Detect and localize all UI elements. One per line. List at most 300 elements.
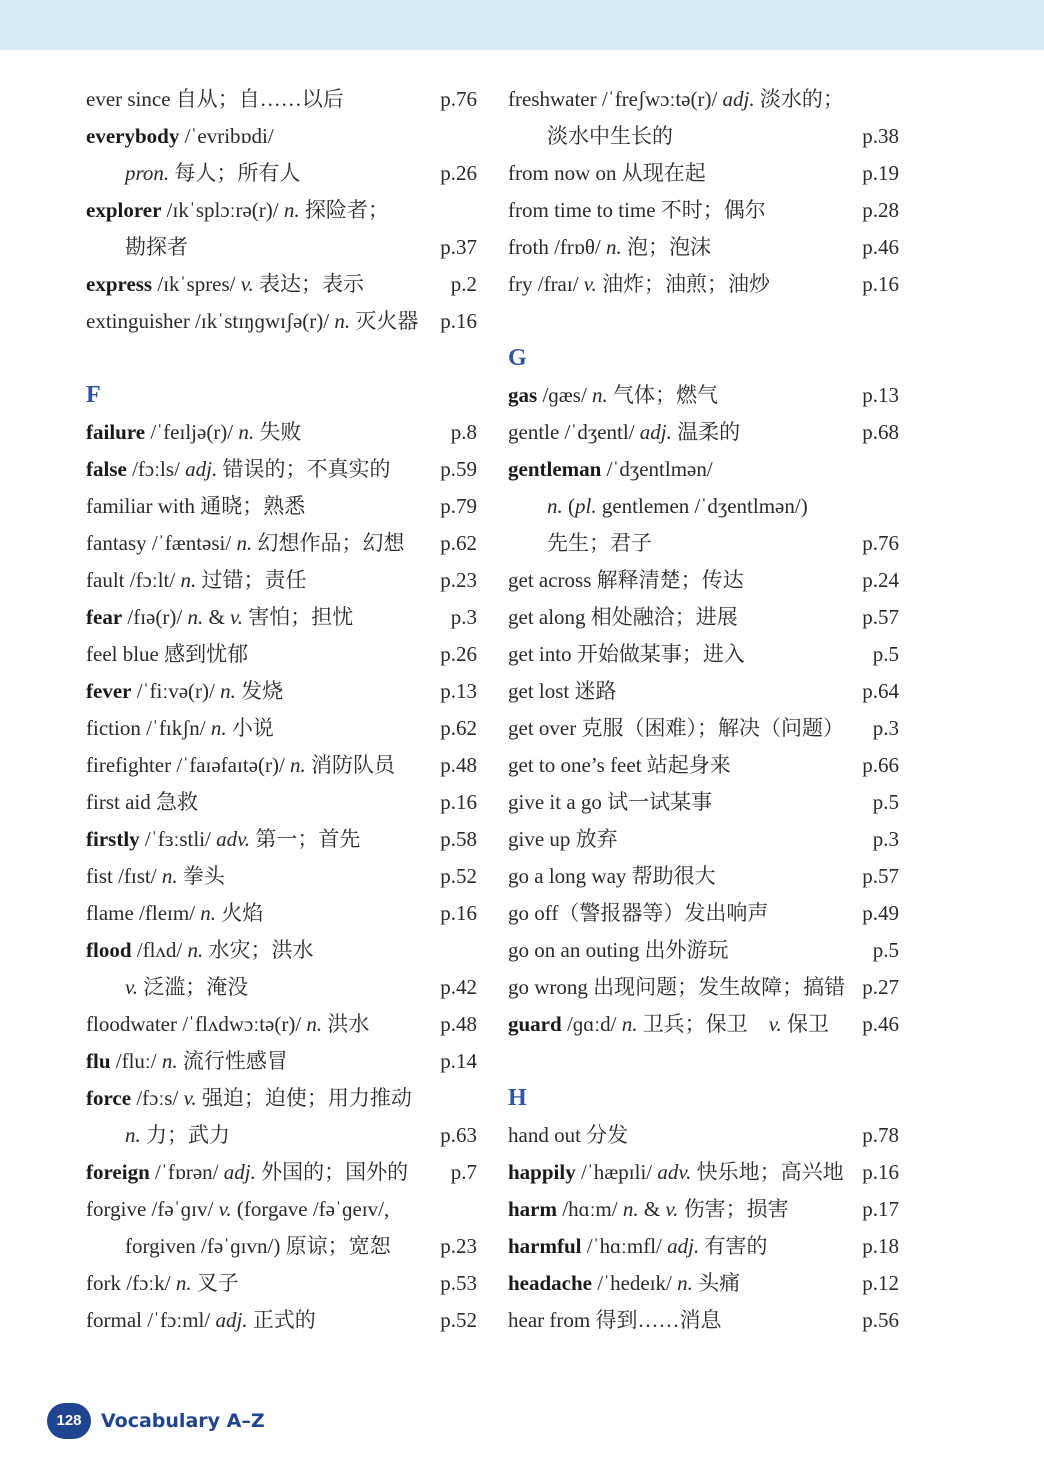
part-of-speech: adj. (639, 420, 672, 444)
entry-segment: 保卫 (781, 1012, 829, 1036)
page-reference: p.52 (440, 1308, 477, 1332)
vocab-entry (508, 377, 899, 414)
entry-segment: 伤害；损害 (678, 1197, 789, 1221)
entry-text (508, 383, 718, 407)
entry-segment: 水灾；洪水 (203, 938, 314, 962)
section-title: Vocabulary A–Z (101, 1410, 265, 1432)
vocab-entry (86, 895, 477, 932)
entry-segment: 表达；表示 (253, 272, 365, 296)
entry-text (86, 198, 389, 222)
vocab-entry (508, 1228, 899, 1265)
page-reference: p.38 (862, 124, 899, 148)
page-footer (47, 1403, 265, 1439)
part-of-speech: n. (161, 864, 178, 888)
page-reference: p.14 (440, 1049, 477, 1073)
page-reference: p.8 (450, 420, 477, 444)
headword: flood (86, 938, 132, 962)
vocab-entry (508, 673, 899, 710)
vocab-entry (86, 525, 477, 562)
entry-text (508, 642, 745, 666)
vocab-entry (508, 1006, 899, 1043)
page-reference: p.12 (862, 1271, 899, 1295)
headword: foreign (86, 1160, 150, 1184)
page-reference: p.49 (862, 901, 899, 925)
vocab-entry (508, 1191, 899, 1228)
headword: firstly (86, 827, 140, 851)
page-reference: p.78 (862, 1123, 899, 1147)
entry-text (86, 716, 274, 740)
vocab-entry (508, 784, 899, 821)
vocab-entry (508, 1117, 899, 1154)
entry-text (508, 1234, 767, 1258)
entry-segment: 淡水的； (754, 87, 844, 111)
page-reference: p.16 (440, 790, 477, 814)
entry-segment: hear from 得到……消息 (508, 1308, 722, 1332)
vocab-entry (86, 1191, 477, 1228)
vocab-entry (86, 1228, 477, 1265)
page-reference: p.16 (440, 901, 477, 925)
vocab-column-left (86, 81, 477, 1339)
vocab-entry (86, 784, 477, 821)
entry-segment: 消防队员 (305, 753, 396, 777)
headword: failure (86, 420, 146, 444)
entry-segment: familiar with 通晓；熟悉 (86, 494, 306, 518)
entry-segment: 小说 (226, 716, 274, 740)
part-of-speech: pron. (125, 161, 170, 185)
vocab-entry (508, 1154, 899, 1191)
vocab-entry (508, 155, 899, 192)
entry-segment: formal /ˈfɔːml/ (86, 1308, 216, 1332)
letter-heading: F (86, 382, 101, 408)
entry-text (508, 124, 673, 148)
section-spacer (86, 340, 477, 377)
vocab-entry (86, 1117, 477, 1154)
vocab-entry (508, 266, 899, 303)
part-of-speech: n. (238, 420, 255, 444)
page-reference: p.57 (862, 864, 899, 888)
part-of-speech: n. (622, 1197, 639, 1221)
page-reference: p.16 (862, 1160, 899, 1184)
entry-segment: 力；武力 (140, 1123, 230, 1147)
vocab-entry (508, 81, 899, 118)
headword: gentleman (508, 457, 602, 481)
vocab-entry (508, 1302, 899, 1339)
part-of-speech: v. (768, 1012, 782, 1036)
page-reference: p.57 (862, 605, 899, 629)
vocab-entry (86, 1265, 477, 1302)
entry-segment: 幻想作品；幻想 (252, 531, 405, 555)
entry-text (86, 1234, 391, 1258)
entry-text (508, 531, 652, 555)
entry-segment: 过错；责任 (196, 568, 307, 592)
entry-segment: first aid 急救 (86, 790, 198, 814)
page-reference: p.13 (440, 679, 477, 703)
part-of-speech: n. (290, 753, 306, 777)
page-reference: p.16 (862, 272, 899, 296)
entry-segment: 探险者； (299, 198, 389, 222)
vocab-entry (508, 969, 899, 1006)
entry-segment: 有害的 (699, 1234, 768, 1258)
entry-segment: freshwater /ˈfreʃwɔːtə(r)/ (508, 87, 723, 111)
entry-segment: /fɔːls/ (126, 457, 186, 481)
vocab-entry (86, 599, 477, 636)
entry-segment: get into 开始做某事；进入 (508, 642, 745, 666)
entry-segment: 火焰 (216, 901, 264, 925)
entry-segment: get to one’s feet 站起身来 (508, 753, 731, 777)
entry-text (86, 679, 283, 703)
page-reference: p.3 (450, 605, 477, 629)
section-spacer (508, 1043, 899, 1080)
entry-segment: hand out 分发 (508, 1123, 629, 1147)
entry-text (86, 1197, 389, 1221)
entry-segment: get across 解释清楚；传达 (508, 568, 744, 592)
page-reference: p.76 (862, 531, 899, 555)
entry-segment: forgiven /fəˈɡɪvn/) 原谅；宽恕 (125, 1234, 391, 1258)
page-reference: p.42 (440, 975, 477, 999)
vocab-entry (508, 488, 899, 525)
page-reference: p.37 (440, 235, 477, 259)
entry-text (86, 1271, 239, 1295)
headword: fever (86, 679, 132, 703)
part-of-speech: n. (236, 531, 253, 555)
vocab-entry (86, 636, 477, 673)
entry-text (508, 901, 768, 925)
entry-segment: 外国的；国外的 (255, 1160, 409, 1184)
entry-text (86, 1160, 408, 1184)
entry-text (86, 642, 248, 666)
entry-segment: 流行性感冒 (177, 1049, 288, 1073)
part-of-speech: adv. (657, 1160, 692, 1184)
page-reference: p.27 (862, 975, 899, 999)
entry-segment: /ɪkˈsplɔːrə(r)/ (161, 198, 284, 222)
entry-text (508, 1160, 844, 1184)
vocab-entry (508, 821, 899, 858)
entry-segment: gentle /ˈdʒentl/ (508, 420, 640, 444)
entry-segment: 气体；燃气 (607, 383, 719, 407)
page-reference: p.52 (440, 864, 477, 888)
vocab-entry (86, 710, 477, 747)
vocab-entry (508, 525, 899, 562)
headword: force (86, 1086, 132, 1110)
entry-segment: go off（警报器等）发出响声 (508, 901, 769, 925)
entry-segment: feel blue 感到忧郁 (86, 642, 249, 666)
part-of-speech: adj. (667, 1234, 700, 1258)
part-of-speech: adj. (185, 457, 218, 481)
vocab-column-right (508, 81, 899, 1339)
entry-segment: 快乐地；高兴地 (691, 1160, 844, 1184)
entry-text (86, 790, 198, 814)
entry-text (508, 161, 706, 185)
vocab-entry (86, 488, 477, 525)
headword: flu (86, 1049, 111, 1073)
entry-segment: get along 相处融洽；进展 (508, 605, 738, 629)
vocab-entry (86, 673, 477, 710)
page-reference: p.3 (872, 827, 899, 851)
headword: everybody (86, 124, 180, 148)
vocab-entry (86, 1302, 477, 1339)
entry-text (508, 457, 713, 481)
vocab-entry (508, 414, 899, 451)
vocab-entry (86, 1043, 477, 1080)
vocab-entry (508, 451, 899, 488)
page-reference: p.5 (872, 790, 899, 814)
vocab-entry (86, 192, 477, 229)
page-reference: p.46 (862, 235, 899, 259)
entry-text (86, 605, 353, 629)
vocab-entry (86, 747, 477, 784)
entry-text (508, 235, 711, 259)
entry-text (508, 1271, 740, 1295)
part-of-speech: n. (175, 1271, 192, 1295)
entry-text (508, 198, 766, 222)
entry-segment: 泡；泡沫 (621, 235, 712, 259)
entry-segment: (forgave /fəˈɡeɪv/, (231, 1197, 390, 1221)
part-of-speech: n. (283, 198, 300, 222)
page-reference: p.64 (862, 679, 899, 703)
part-of-speech: n. (161, 1049, 178, 1073)
part-of-speech: n. (606, 235, 622, 259)
page-reference: p.66 (862, 753, 899, 777)
entry-segment: floodwater /ˈflʌdwɔːtə(r)/ (86, 1012, 307, 1036)
entry-segment: ever since 自从；自……以后 (86, 87, 344, 111)
entry-segment: /ˈdʒentlmən/ (601, 457, 713, 481)
part-of-speech: n. (125, 1123, 141, 1147)
entry-segment: 正式的 (247, 1308, 316, 1332)
entry-segment: /ɡæs/ (537, 383, 593, 407)
part-of-speech: v. (218, 1197, 232, 1221)
entry-segment: 泛滥；淹没 (138, 975, 249, 999)
entry-segment: /ˈevribɒdi/ (179, 124, 274, 148)
entry-segment: /ɡɑːd/ (561, 1012, 622, 1036)
entry-segment: get over 克服（困难）；解决（问题） (508, 716, 844, 740)
entry-segment: 灭火器 (350, 309, 419, 333)
entry-segment: go a long way 帮助很大 (508, 864, 716, 888)
headword: guard (508, 1012, 562, 1036)
entry-text (508, 790, 712, 814)
entry-segment: /hɑːm/ (557, 1197, 623, 1221)
entry-text (508, 1012, 829, 1036)
vocab-entry (86, 1080, 477, 1117)
vocab-entry (508, 858, 899, 895)
part-of-speech: n. (306, 1012, 323, 1036)
entry-text (86, 1049, 288, 1073)
headword: false (86, 457, 127, 481)
entry-segment: 温柔的 (671, 420, 741, 444)
page-reference: p.5 (872, 642, 899, 666)
part-of-speech: n. (677, 1271, 693, 1295)
page-reference: p.13 (862, 383, 899, 407)
entry-segment: give it a go 试一试某事 (508, 790, 713, 814)
entry-text (508, 568, 744, 592)
entry-segment: /flʌd/ (131, 938, 188, 962)
entry-text (86, 420, 301, 444)
vocab-entry (86, 451, 477, 488)
vocab-entry (508, 710, 899, 747)
entry-segment: 淡水中生长的 (547, 124, 673, 148)
page-reference: p.68 (862, 420, 899, 444)
vocab-entry (86, 414, 477, 451)
page-reference: p.58 (440, 827, 477, 851)
entry-segment: from now on 从现在起 (508, 161, 706, 185)
page-reference: p.7 (450, 1160, 477, 1184)
entry-text (86, 1123, 230, 1147)
entry-segment: fault /fɔːlt/ (86, 568, 181, 592)
entry-segment: flame /fleɪm/ (86, 901, 201, 925)
page-reference: p.23 (440, 568, 477, 592)
entry-text (508, 679, 617, 703)
entry-segment: gentlemen /ˈdʒentlmən/) (596, 494, 808, 518)
headword: express (86, 272, 153, 296)
page-reference: p.62 (440, 716, 477, 740)
entry-text (508, 864, 716, 888)
part-of-speech: v. (230, 605, 244, 629)
entry-segment: fantasy /ˈfæntəsi/ (86, 531, 237, 555)
entry-segment: 发烧 (235, 679, 284, 703)
entry-segment: go on an outing 出外游玩 (508, 938, 729, 962)
part-of-speech: n. (592, 383, 608, 407)
entry-segment: 勘探者 (125, 235, 188, 259)
entry-segment: /fɔːs/ (131, 1086, 184, 1110)
entry-segment: 害怕；担忧 (243, 605, 354, 629)
entry-segment: get lost 迷路 (508, 679, 617, 703)
vocab-entry (86, 821, 477, 858)
entry-segment: 叉子 (191, 1271, 239, 1295)
vocab-entry (86, 155, 477, 192)
page-reference: p.53 (440, 1271, 477, 1295)
part-of-speech: v. (665, 1197, 679, 1221)
page-reference: p.24 (862, 568, 899, 592)
headword: harm (508, 1197, 557, 1221)
entry-segment: from time to time 不时；偶尔 (508, 198, 766, 222)
letter-heading: G (508, 345, 527, 371)
vocab-entry (86, 932, 477, 969)
entry-segment: froth /frɒθ/ (508, 235, 607, 259)
entry-segment: 错误的；不真实的 (217, 457, 391, 481)
page-reference: p.26 (440, 161, 477, 185)
header-band (0, 0, 1044, 50)
entry-text (86, 827, 360, 851)
vocab-entry (508, 599, 899, 636)
vocab-entry (508, 562, 899, 599)
entry-segment: /ˈfeɪljə(r)/ (145, 420, 239, 444)
entry-segment: /ˈfɜːstli/ (139, 827, 217, 851)
entry-text (86, 938, 314, 962)
entry-segment: 卫兵；保卫 (637, 1012, 769, 1036)
part-of-speech: adj. (215, 1308, 248, 1332)
entry-text (86, 87, 344, 111)
page-reference: p.18 (862, 1234, 899, 1258)
part-of-speech: n. (180, 568, 197, 592)
entry-segment: /ˈfɒrən/ (149, 1160, 224, 1184)
entry-text (508, 605, 738, 629)
vocab-entry (86, 562, 477, 599)
part-of-speech: pl. (575, 494, 597, 518)
entry-text (86, 494, 305, 518)
entry-segment: 先生；君子 (547, 531, 652, 555)
page-reference: p.76 (440, 87, 477, 111)
entry-text (86, 901, 263, 925)
part-of-speech: adj. (722, 87, 755, 111)
headword: headache (508, 1271, 592, 1295)
part-of-speech: n. (334, 309, 351, 333)
page-reference: p.5 (872, 938, 899, 962)
page-reference: p.62 (440, 531, 477, 555)
entry-segment: go wrong 出现问题；发生故障；搞错 (508, 975, 846, 999)
entry-segment: 每人；所有人 (169, 161, 301, 185)
page-reference: p.63 (440, 1123, 477, 1147)
vocab-entry (86, 969, 477, 1006)
page-reference: p.2 (450, 272, 477, 296)
vocab-entry (508, 636, 899, 673)
page-reference: p.26 (440, 642, 477, 666)
entry-text (86, 161, 300, 185)
entry-text (86, 975, 248, 999)
section-spacer (508, 303, 899, 340)
vocab-entry (508, 747, 899, 784)
entry-segment: /ˈhæpɪli/ (575, 1160, 658, 1184)
entry-segment: 油炸；油煎；油炒 (596, 272, 771, 296)
entry-segment: /ˈhedeɪk/ (592, 1271, 678, 1295)
part-of-speech: n. (547, 494, 563, 518)
entry-segment: firefighter /ˈfaɪəfaɪtə(r)/ (86, 753, 291, 777)
entry-segment: fist /fɪst/ (86, 864, 162, 888)
page-number-badge: 128 (47, 1403, 91, 1439)
part-of-speech: n. (187, 605, 204, 629)
entry-segment: /fluː/ (110, 1049, 162, 1073)
entry-text (86, 864, 225, 888)
part-of-speech: v. (240, 272, 254, 296)
letter-heading: H (508, 1085, 527, 1111)
page-reference: p.56 (862, 1308, 899, 1332)
part-of-speech: adj. (223, 1160, 256, 1184)
entry-text (508, 272, 770, 296)
entry-text (86, 457, 391, 481)
vocab-entry (86, 266, 477, 303)
entry-segment: extinguisher /ɪkˈstɪŋɡwɪʃə(r)/ (86, 309, 335, 333)
entry-segment: /ɪkˈspres/ (152, 272, 241, 296)
part-of-speech: n. (200, 901, 217, 925)
vocab-entry (86, 81, 477, 118)
entry-text (508, 1197, 789, 1221)
entry-text (508, 1123, 628, 1147)
entry-segment: 洪水 (322, 1012, 370, 1036)
entry-text (86, 568, 306, 592)
headword: explorer (86, 198, 162, 222)
entry-segment: fry /fraɪ/ (508, 272, 584, 296)
entry-text (508, 938, 729, 962)
vocab-entry (508, 229, 899, 266)
entry-text (86, 1308, 316, 1332)
entry-segment: give up 放弃 (508, 827, 618, 851)
entry-segment: /ˈhɑːmfl/ (581, 1234, 668, 1258)
page-reference: p.23 (440, 1234, 477, 1258)
entry-text (508, 975, 845, 999)
page-reference: p.48 (440, 753, 477, 777)
entry-text (508, 494, 808, 518)
entry-segment: /fɪə(r)/ (122, 605, 188, 629)
entry-segment: 第一；首先 (250, 827, 361, 851)
entry-segment: & (638, 1197, 666, 1221)
vocab-entry (508, 932, 899, 969)
entry-text (508, 827, 618, 851)
entry-text (86, 531, 404, 555)
entry-text (86, 309, 418, 333)
vocab-entry (86, 229, 477, 266)
page-reference: p.16 (440, 309, 477, 333)
part-of-speech: v. (583, 272, 597, 296)
entry-text (86, 753, 395, 777)
page-reference: p.28 (862, 198, 899, 222)
